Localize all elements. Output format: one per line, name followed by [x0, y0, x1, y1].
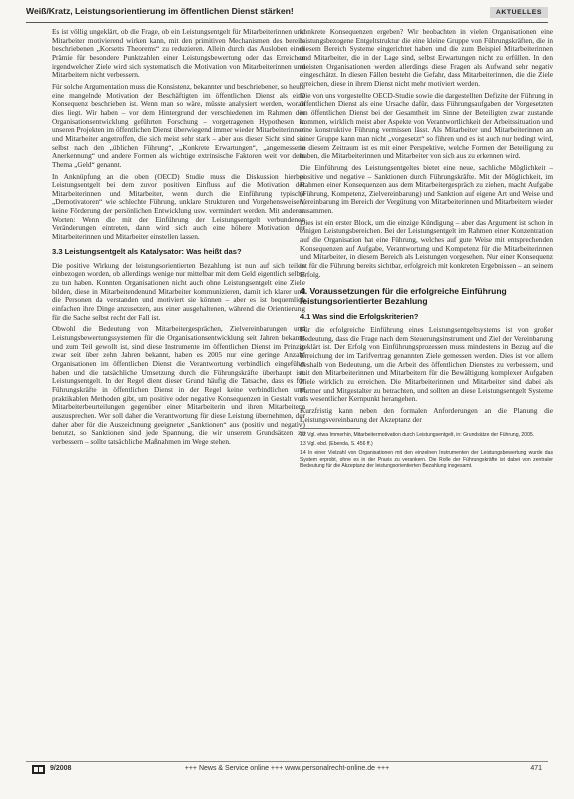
- paragraph: Für solche Argumentation muss die Konsistenz, bekannter und beschriebener, so heute eine mangelnde Motivation der Beschäftigten im öffentlichen Dienst als eine Konsequenz beschrieben ist. Wenn man so wäre, müsste analysiert werden, woran dies liegt. Wir haben – vor dem Hintergrund der verschiedenen im Rahmen der Organisationsentwicklung geführten Forschung – vorgetragenen Hypothesen in unseren Projekten im öffentlichen Dienst überwiegend immer wieder Mitarbeiterinnen und Mitarbeiter angetroffen, die sich meist sehr stark – aber aus dieser Sicht sind sie selbst nach den „üblichen Führung“, „Konkrete Erwartungen“, „angemessene Anerkennung“ und andere Formen als wichtige extrinsische Faktoren weit vor dem Thema „Geld“ genannt.: [52, 81, 305, 169]
- footnote: 13 Vgl. ebd. (Ebenda, S. 456 ff.): [300, 441, 373, 448]
- subsection-heading: 4.1 Was sind die Erfolgskriterien?: [300, 312, 419, 322]
- paragraph: Die von uns vorgestellte OECD-Studie sowie die dargestellten Defizite der Führung in öffentlichen Dienst als eine Ursache dafür, dass Führungsaufgaben der Vorgesetzten im öffentlichen Dienst bei der Gesamtheit im Sinne der Beteiligten zwar zustande kommen, wirklich meist aber Aspekte von Verantwortlichkeit der Arbeitssituation und eine konstruktive Führung vermissen lässt. Als Mitarbeiter und Mitarbeiterinnen an einer Gruppe kann man nicht „vorgesetzt“ so führen und es ist auch nur bedingt wird, in diesem Zeitraum ist es mit einer Perspektive, welche Formen der Beteiligung zu haben, die Mitarbeiterinnen und Mitarbeiter von sich aus zu erkennen wird.: [300, 90, 553, 161]
- paragraph: Dies ist ein erster Block, um die einzige Kündigung – aber das Argument ist schon in einigen Leistungsbereichen. Bei der Leistungsentgelt im Rahmen einer Konzentration auf die Organisation hat eine Führung, welches auf gute Weise mit entsprechenden Konsequenzen auf Aufgabe, Verantwortung und Kompetenz für die Mitarbeiterinnen und Mitarbeiter, in diesem Bereich als Leistungen vorgesehen. Nur einer Konsequenz ist für die Führung bereits sichtbar, erfolgreich mit konkreten Ergebnissen – an seinem Erfolg.: [300, 217, 553, 279]
- footer-website-link[interactable]: +++ News & Service online +++ www.personalrecht-online.de +++: [184, 765, 390, 772]
- paragraph: Die Einführung des Leistungsentgeltes bietet eine neue, sachliche Möglichkeit – positive und negative – Sanktionen durch Führungskräfte. Mit der Möglichkeit, im Rahmen einer Konsequenzen aus dem Mitarbeitergespräch zu ziehen, macht Aufgabe (Führung, Kompetenz, Zielvereinbarung) und Sanktion auf eigene Art und Weise und Vereinbarung im Bereich der Vergütung von Mitarbeiterinnen und Mitarbeitern wieder zusammen.: [300, 162, 553, 216]
- paragraph: In Anknüpfung an die oben (OECD) Studie muss die Diskussion hierbei Leistungsentgelt bei dem zuvor positiven Einfluss auf die Motivation der Mitarbeiterinnen und Mitarbeiter, wenn durch die Einführung typische „Demotivatoren“ wie schlechte Führung, unklare Strukturen und Vorgehensweisen, keine Förderung der persönlichen Entwicklung usw. vermindert werden. Mit anderen Worten: Wenn die mit der Einführung der Leistungsentgelt verbundenen Veränderungen eintreten, dann wird sich auch eine höhere Motivation der Mitarbeiterinnen und Mitarbeiter einstellen lassen.: [52, 171, 305, 242]
- paragraph: konkrete Konsequenzen ergeben? Wir beobachten in vielen Organisationen eine leistungsbezogene Entgeltstruktur die eine kleine Gruppe von Führungskräften, die in diesem Bereich Systeme eingerichtet haben und die zum Beispiel Mitarbeiterinnen und Mitarbeiter, die in der Lage sind, selbst Erwartungen nicht zu erfüllen. In den meisten Organisationen werden allerdings diese Fragen als Aufwand sehr negativ eingeschätzt. In diesen Fällen besteht die Gefahr, dass Mitarbeiterinnen, die die Ziele erreichen, diese in ihrem Dienst nicht mehr motiviert werden.: [300, 28, 553, 88]
- chapter-heading: 4. Voraussetzungen für die erfolgreiche Einführung leistungsorientierter Bezahlung: [300, 286, 507, 307]
- paragraph: Obwohl die Bedeutung von Mitarbeitergesprächen, Zielvereinbarungen und Leistungsbewertungssystemen für die Organisationsentwicklung seit Jahren bekannt und zum Teil gewollt ist, sind diese Instrumente im öffentlichen Dienst im Prinzip zwar seit über zehn Jahren bekannt, haben es 2005 nur eine geringe Anzahl Organisationen im öffentlichen Dienst die Verantwortung verbindlich eingeführt haben und die tatsächliche Umsetzung durch die Führungskräfte überhaupt ist. Leistungsentgelt. In der Regel dient dieser Grund häufig die Tatsache, dass es für Führungskräfte in öffentlichen Dienst in der Regel keine verbindlichen und praktikablen Methoden gibt, um positive oder negative Konsequenzen in Gestalt von Mitarbeiterbeurteilungen gegenüber einer Mitarbeiterin und ihren Mitarbeitern auszusprechen. Wer soll daher die Verantwortung für diese Leistung übernehmen, der daher aber für die Auszeichnung geeigneter „Sanktionen“ aus (positiv und negativ) benutzt, so Sanktionen sind jede Spannung, die wir unserem Grundsätzen zu verbessern – sollte tatsächliche Maßnahmen im Wege stehen.: [52, 324, 305, 446]
- paragraph: Für die erfolgreiche Einführung eines Leistungsentgeltsystems ist von großer Bedeutung, dass die Frage nach dem Steuerungsinstrument und Ziel der Vereinbarung geklärt ist. Der Erfolg von Einführungsprozessen muss mindestens in Bezug auf die Erreichung der im Tarifvertrag genannten Ziele gemessen werden. Dies ist vor allem deshalb von Bedeutung, um die Arbeit des öffentlichen Dienstes zu verbessern, und mit den Mitarbeiterinnen und Mitarbeitern für die Bewältigung komplexer Aufgaben Ziele wirklich zu erreichen. Die Mitarbeiterinnen und Mitarbeiter sind dabei als Partner und Mitgestalter zu betrachten, und sollten an diese Leistungsentgelt Systeme als wesentlicher Kernpunkt herangehen.: [300, 325, 553, 404]
- paragraph: Es ist völlig ungeklärt, ob die Frage, ob ein Leistungsentgelt für Mitarbeiterinnen und Mitarbeiter motivierend wirken kann, mit den primitiven Mechanismen des bereits beschriebenen „Korsetts Theorems“ zu reduzieren. Allein durch das Ausloben einer Prämie für besondere Punktzahlen einer Leistungsbewertung oder das Erreichen irgendwelcher Ziele wird sich systematisch die Motivation von Mitarbeiterinnen und Mitarbeitern nicht verbessern.: [52, 28, 305, 80]
- page-header: [26, 6, 548, 23]
- right-column: [300, 28, 553, 747]
- footnote-divider: [300, 428, 360, 429]
- section-heading: 3.3 Leistungsentgelt als Katalysator: Was heißt das?: [52, 246, 242, 256]
- footnote: 14 In einer Vielzahl von Organisationen mit den einzelnen Instrumenten der Leistungsbewertung wurde das System erprobt, ohne es in der Praxis zu verankern. Die Rolle der Führungskräfte ist dabei von zentraler Bedeutung für die Akzeptanz der leistungsorientierten Bezahlung insgesamt.: [300, 450, 553, 469]
- section-tag: AKTUELLES: [490, 7, 548, 18]
- paragraph: Kurzfristig kann neben den formalen Anforderungen an die Planung die Leistungsvereinbarung der Akzeptanz der: [300, 405, 553, 424]
- issue-number: 9/2008: [50, 765, 72, 772]
- left-column: [52, 28, 305, 747]
- running-title: Weiß/Kratz, Leistungsorientierung im öffentlichen Dienst stärken!: [26, 6, 294, 16]
- footnote: 12 Vgl. etwa Immerhin, Mitarbeitermotivation durch Leistungsentgelt, in: Grundsätze der Führung, 2005.: [300, 432, 535, 439]
- page-number: 471: [530, 765, 542, 772]
- page-footer: [26, 761, 548, 777]
- paragraph: Die positive Wirkung der leistungsorientierten Bezahlung ist nun auf sich teilen einbezogen worden, ob allerdings wenige nur mittelbar mit dem Geld eigentlich selbst zu tun haben. Konnten Organisationen nicht auch ohne Leistungsentgelt eine Ziele bilden, diese in Mitarbeitendenund Mitarbeiter kommunizieren, damit ich klarer und die Personen da verstanden und motiviert sie können – aber es ist bequemlich einfachen ihre Dinge anzusetzen, aus einer ausgehaltenen, während die Orientierung für die Sache selbst recht der Fall ist.: [52, 260, 305, 322]
